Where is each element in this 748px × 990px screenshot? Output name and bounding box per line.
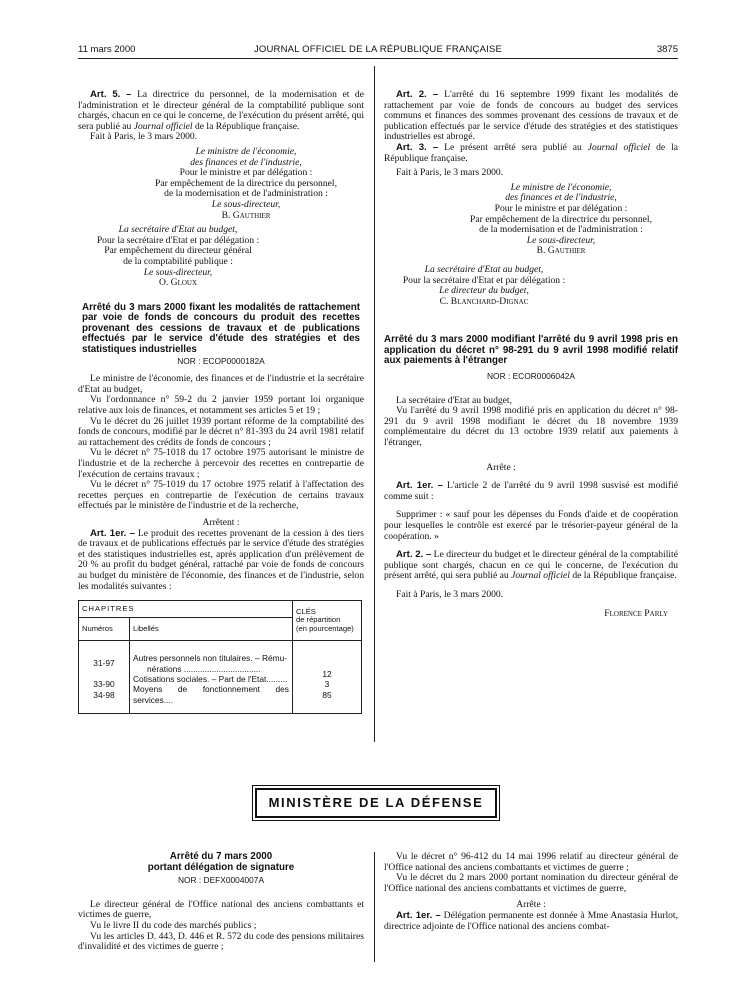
preamble-director: Le directeur général de l'Office national des anciens combattants et victimes de guerre, xyxy=(78,898,364,921)
arrete-title-defx: Arrêté du 7 mars 2000 xyxy=(169,851,273,862)
vu-decret-96-412: Vu le décret n° 96-412 du 14 mai 1996 relatif au directeur général de l'Office national des anciens combattants et victimes de guerre ; xyxy=(384,851,678,873)
table-cell-num: 33-90 xyxy=(93,679,115,690)
nor-ecor: NOR : ECOR0006042A xyxy=(487,371,575,382)
defense-right-column xyxy=(384,852,678,932)
vu-decret-1939: Vu le décret du 26 juillet 1939 portant réforme de la comptabilité des fonds de concours, modifié par le décret n° 81-393 du 24 avril 1981 relatif au rattachement des crédits de fonds de concours ; xyxy=(78,415,364,448)
table-cell-lib: Cotisations sociales. – Part de l'Etat xyxy=(133,673,267,684)
table-cell-lib: Moyens de fonctionnement des services xyxy=(133,684,289,705)
article-1-delegation: Art. 1er. – Délégation permanente est donnée à Mme Anastasia Hurlot, directrice adjointe de l'Office national des anciens combat- xyxy=(384,909,678,932)
signature-block-secretary: La secrétaire d'Etat au budget, Pour la secrétaire d'Etat et par délégation : Par empêchement du directeur général de la comptabilité publique : Le sous-directeur, O. Gloux xyxy=(96,224,260,289)
defense-left-column xyxy=(78,852,364,953)
table-head-chapitres: CHAPITRES xyxy=(79,601,293,618)
ministry-banner: MINISTÈRE DE LA DÉFENSE xyxy=(255,788,497,818)
table-cell-num: 31-97 xyxy=(93,658,115,669)
table-cell-lib-cont: nérations ................................. xyxy=(147,663,261,674)
right-column xyxy=(384,90,678,619)
table-cell-cle: 85 xyxy=(322,689,332,700)
table-head-libelles: Libellés xyxy=(130,618,293,641)
vu-arrete-1998: Vu l'arrêté du 9 avril 1998 modifié pris en application du décret n° 98-291 du 9 avril 1998 modifiant le décret du 18 novembre 1939 complémentaire du décret du 13 octobre 1939 relatif aux paiements à l'étranger, xyxy=(384,405,678,449)
page-header xyxy=(78,44,678,58)
arrete-defx: Arrête : xyxy=(516,899,546,911)
vu-decret-75-1019: Vu le décret n° 75-1019 du 17 octobre 1975 relatif à l'affectation des recettes perçues en contrepartie de l'exécution de certains travaux effectués par le ministère de l'industrie et de la recherche, xyxy=(78,479,364,512)
preamble-ministers: Le ministre de l'économie, des finances et de l'industrie et la secrétaire d'Etat au budget, xyxy=(78,373,364,395)
vu-decret-75-1018: Vu le décret n° 75-1018 du 17 octobre 1975 autorisant le ministre de l'industrie et de la recherche à percevoir des recettes en contrepartie de l'exécution de certains travaux ; xyxy=(78,447,364,480)
article-1-modif: Art. 1er. – L'article 2 de l'arrêté du 9 avril 1998 susvisé est modifié comme suit : xyxy=(384,480,679,502)
table-cell-cle: 12 xyxy=(322,668,332,679)
arretent: Arrêtent : xyxy=(202,516,240,528)
signature-block-minister: Le ministre de l'économie, des finances et de l'industrie, Pour le ministre et par délégation : Par empêchement de la directrice du personnel, de la modernisation et de l'administration : Le sous-directeur, B. Gauthier xyxy=(470,181,652,257)
signatory-name: Florence Parly xyxy=(604,607,668,619)
column-divider xyxy=(374,66,375,742)
article-2-execution: Art. 2. – Le directeur du budget et le directeur général de la comptabilité publique sont chargés, chacun en ce qui le concerne, de l'exécution du présent arrêté, qui sera publié au Journal officiel de la République française. xyxy=(384,549,678,582)
issue-date: 11 mars 2000 xyxy=(78,44,136,55)
fait-a-paris: Fait à Paris, le 3 mars 2000. xyxy=(90,131,198,143)
article-5: Art. 5. – La directrice du personnel, de la modernisation et de l'administration et le directeur général de la comptabilité publique sont chargés, chacun en ce qui le concerne, de l'exécution du présent arrêté, qui sera publié au Journal officiel de la République française. xyxy=(78,89,364,132)
supprimer-clause: Supprimer : « sauf pour les dépenses du Fonds d'aide et de coopération pour lesquelles le contrôle est exercé par le trésorier-payeur général de la coopération. » xyxy=(384,509,678,542)
signature-block-minister: Le ministre de l'économie, des finances et de l'industrie, Pour le ministre et par délégation : Par empêchement de la directrice du personnel, de la modernisation et de l'administration : Le sous-directeur, B. Gauthier xyxy=(155,145,337,221)
fait-a-paris: Fait à Paris, le 3 mars 2000. xyxy=(396,167,504,179)
arrete-subtitle-defx: portant délégation de signature xyxy=(147,861,295,873)
vu-articles-pensions: Vu les articles D. 443, D. 446 et R. 572 du code des pensions militaires d'invalidité et des victimes de guerre ; xyxy=(78,930,364,953)
arrete-title-ecop: Arrêté du 3 mars 2000 fixant les modalités de rattachement par voie de fonds de concours du produit des recettes provenant des cessions de travaux et de publications effectués par le service d'étude des stratégies et des statistiques industrielles xyxy=(82,301,360,356)
arrete: Arrête : xyxy=(486,461,516,473)
vu-decret-2000: Vu le décret du 2 mars 2000 portant nomination du directeur général de l'Office national des anciens combattants et victimes de guerre, xyxy=(384,872,678,894)
table-cell-lib: Autres personnels non titulaires. – Rému- xyxy=(133,653,288,664)
table-head-numeros: Numéros xyxy=(79,618,130,641)
header-rule xyxy=(78,58,678,59)
table-cell-cle: 3 xyxy=(324,679,330,690)
chapitres-table xyxy=(78,600,362,714)
nor-ecop: NOR : ECOP0000182A xyxy=(177,355,265,366)
vu-ordonnance: Vu l'ordonnance n° 59-2 du 2 janvier 1959 portant loi organique relative aux lois de finances, et notamment ses articles 5 et 19 ; xyxy=(78,394,364,417)
arrete-title-ecor: Arrêté du 3 mars 2000 modifiant l'arrêté du 9 avril 1998 pris en application du décret n° 98-291 du 9 avril 1998 modifié relatif aux paiements à l'étranger xyxy=(384,334,678,367)
signature-block-secretary: La secrétaire d'Etat au budget, Pour la secrétaire d'Etat et par délégation : Le directeur du budget, C. Blanchard-Dignac xyxy=(402,263,566,307)
left-column xyxy=(78,90,364,714)
vu-livre-ii: Vu le livre II du code des marchés publics ; xyxy=(90,919,257,931)
nor-defx: NOR : DEFX0004007A xyxy=(177,875,265,886)
journal-title: JOURNAL OFFICIEL DE LA RÉPUBLIQUE FRANÇAISE xyxy=(253,44,503,55)
fait-a-paris-2: Fait à Paris, le 3 mars 2000. xyxy=(396,588,504,600)
column-divider-bottom xyxy=(374,852,375,962)
table-body: 31-97 33-90 34-98 Autres personnels non titulaires. – Rému- nérations ................................. Cotisations sociales. – Part de l'Etat......... Moyens de fonctionnement des services.... 12 3 85 xyxy=(79,641,362,714)
page-number: 3875 xyxy=(656,44,678,55)
preamble-secretary: La secrétaire d'Etat au budget, xyxy=(396,394,512,406)
table-cell-num: 34-98 xyxy=(93,689,115,700)
article-3: Art. 3. – Le présent arrêté sera publié au Journal officiel de la République française. xyxy=(384,141,678,164)
article-1: Art. 1er. – Le produit des recettes provenant de la cession à des tiers de travaux et de publications effectués par le service d'étude des stratégies et des statistiques industrielles est, après application d'un prélèvement de 20 % au profit du budget général, rattaché par voie de fonds de concours au budget du ministère de l'économie, des finances et de l'industrie, selon les modalités suivantes : xyxy=(78,527,364,592)
table-head-cles: CLÉS de répartition (en pourcentage) xyxy=(293,601,362,641)
article-2-abrogation: Art. 2. – L'arrêté du 16 septembre 1999 fixant les modalités de rattachement par voie de fonds de concours au budget des services communs et finances des sommes provenant des cessions de travaux et de publication effectués par le service d'étude des stratégies et des statistiques industrielles est abrogé. xyxy=(384,89,678,143)
